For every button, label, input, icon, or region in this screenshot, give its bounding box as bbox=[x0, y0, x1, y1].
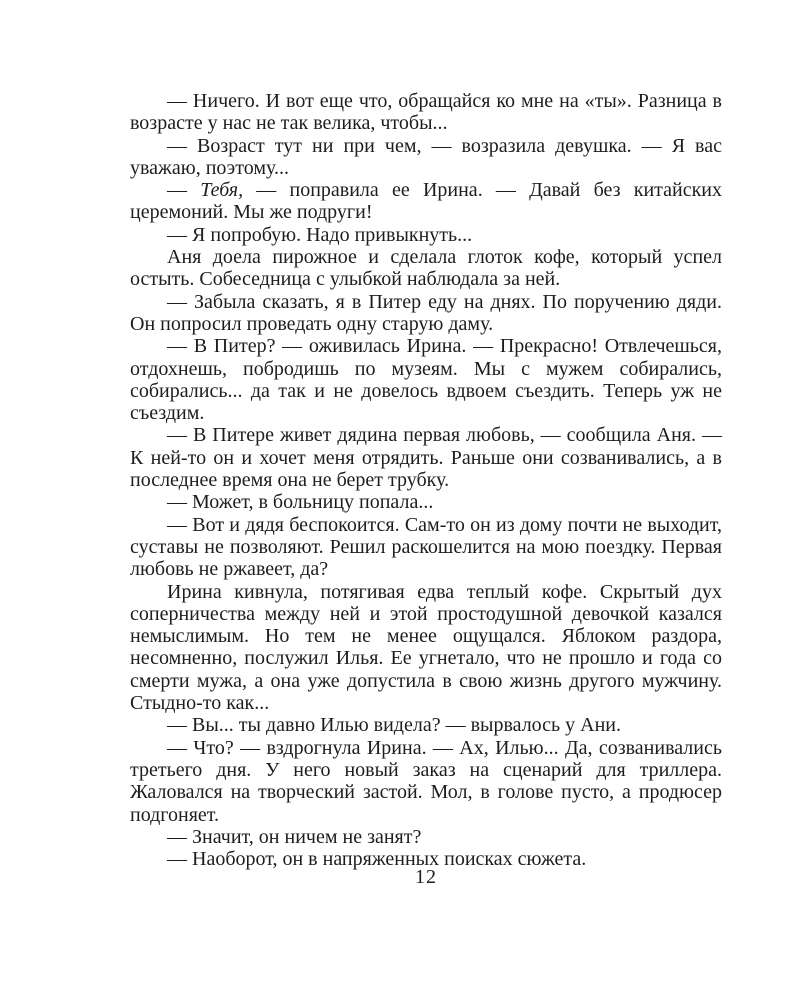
text-segment: — Что? — вздрогнула Ирина. — Ах, Илью... Да, созванивались третьего дня. У него новый заказ на сценарий для триллера. Жаловался на творческий застой. Мол, в голове пусто, а продюсер подгоняет. bbox=[130, 736, 722, 826]
text-segment: — Я попробую. Надо привыкнуть... bbox=[167, 223, 473, 246]
paragraph bbox=[130, 179, 722, 224]
paragraph bbox=[130, 246, 722, 291]
text-segment: — Значит, он ничем не занят? bbox=[167, 825, 422, 848]
text-segment: — bbox=[167, 179, 201, 202]
paragraph bbox=[130, 581, 722, 715]
paragraph bbox=[130, 491, 722, 513]
text-segment: — В Питере живет дядина первая любовь, — сообщила Аня. — К ней-то он и хочет меня отрядить. Раньше они созванивались, а в последнее время она не берет трубку. bbox=[130, 424, 722, 492]
paragraph bbox=[130, 424, 722, 491]
paragraph bbox=[130, 90, 722, 135]
text-segment: Аня доела пирожное и сделала глоток кофе, который успел остыть. Собеседница с улыбкой наблюдала за ней. bbox=[130, 246, 722, 291]
paragraph bbox=[130, 135, 722, 180]
text-segment: — поправила ее Ирина. — Давай без китайских церемоний. Мы же подруги! bbox=[130, 179, 723, 224]
paragraph bbox=[130, 737, 722, 826]
text-segment: — Забыла сказать, я в Питер еду на днях. По поручению дяди. Он попросил проведать одну старую даму. bbox=[130, 290, 722, 335]
text-block bbox=[130, 90, 722, 870]
paragraph bbox=[130, 291, 722, 336]
page-number: 12 bbox=[415, 866, 437, 888]
paragraph bbox=[130, 714, 722, 736]
paragraph bbox=[130, 335, 722, 424]
paragraph bbox=[130, 514, 722, 581]
italic-phrase: Тебя, bbox=[200, 179, 244, 202]
text-segment: — Вот и дядя беспокоится. Сам-то он из дому почти не выходит, суставы не позволяют. Решил раскошелится на мою поездку. Первая любовь не ржавеет, да? bbox=[130, 513, 722, 581]
text-segment: — Ничего. И вот еще что, обращайся ко мне на «ты». Разница в возрасте у нас не так велика, чтобы... bbox=[130, 90, 722, 135]
text-segment: — Вы... ты давно Илью видела? — вырвалось у Ани. bbox=[167, 714, 622, 737]
text-segment: — Наоборот, он в напряженных поисках сюжета. bbox=[167, 848, 587, 871]
text-segment: Ирина кивнула, потягивая едва теплый кофе. Скрытый дух соперничества между ней и этой простодушной девочкой казался немыслимым. Но тем не менее ощущался. Яблоком раздора, несомненно, послужил Илья. Ее угнетало, что не прошло и года со смерти мужа, а она уже допустила в свою жизнь другого мужчину. Стыдно-то как... bbox=[130, 580, 722, 715]
paragraph bbox=[130, 826, 722, 848]
text-segment: — В Питер? — оживилась Ирина. — Прекрасно! Отвлечешься, отдохнешь, побродишь по музеям. Мы с мужем собирались, собирались... да так и не довелось вдвоем съездить. Теперь уж не съездим. bbox=[130, 335, 722, 425]
text-segment: — Может, в больницу попала... bbox=[167, 491, 434, 514]
paragraph bbox=[130, 224, 722, 246]
text-segment: — Возраст тут ни при чем, — возразила девушка. — Я вас уважаю, поэтому... bbox=[130, 134, 722, 179]
